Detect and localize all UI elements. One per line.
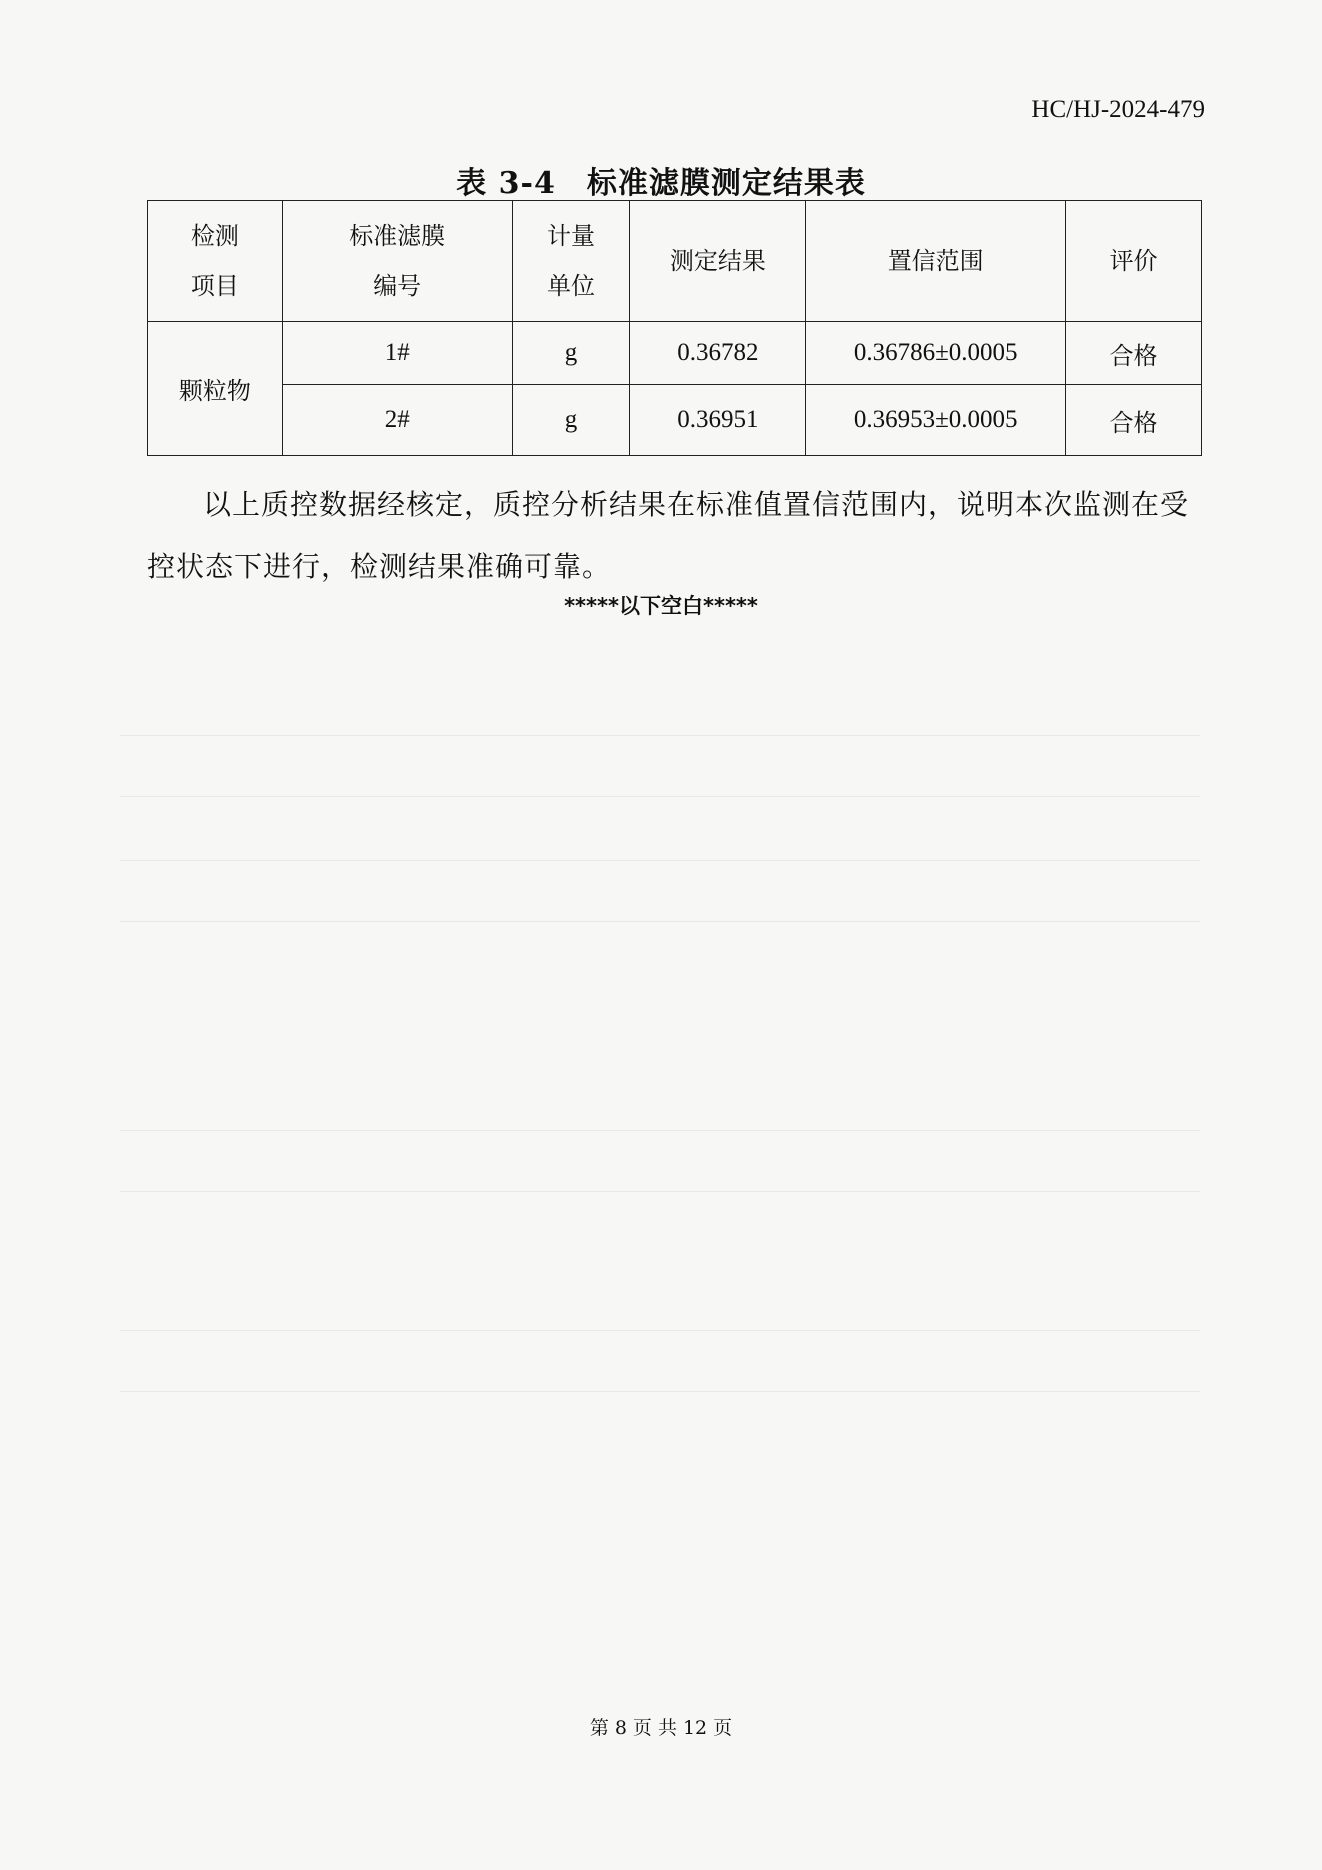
- document-number: HC/HJ-2024-479: [1031, 96, 1205, 123]
- conclusion-paragraph: 以上质控数据经核定，质控分析结果在标准值置信范围内，说明本次监测在受控状态下进行，检测结果准确可靠。: [147, 488, 1190, 583]
- filter-no-cell: 2#: [282, 385, 512, 456]
- header-result: 测定结果: [630, 201, 806, 322]
- range-cell: 0.36953±0.0005: [806, 385, 1066, 456]
- header-range: 置信范围: [806, 201, 1066, 322]
- bleed-through-shadow: [120, 735, 1200, 797]
- standard-filter-results-table: [147, 200, 1202, 456]
- page-footer: 第 8 页 共 12 页: [589, 1717, 733, 1739]
- range-cell: 0.36786±0.0005: [806, 322, 1066, 385]
- result-cell: 0.36951: [630, 385, 806, 456]
- table-title: 表 3-4 标准滤膜测定结果表: [456, 166, 866, 201]
- header-filter-no: 标准滤膜 编号: [282, 201, 512, 322]
- header-unit: 计量 单位: [512, 201, 630, 322]
- filter-no-cell: 1#: [282, 322, 512, 385]
- end-of-content-marker: *****以下空白*****: [564, 594, 758, 618]
- total-pages: 12: [682, 1717, 708, 1739]
- evaluation-cell: 合格: [1066, 385, 1202, 456]
- bleed-through-shadow: [120, 1330, 1200, 1392]
- bleed-through-shadow: [120, 860, 1200, 922]
- evaluation-cell: 合格: [1066, 322, 1202, 385]
- table-row: [148, 385, 1202, 456]
- unit-cell: g: [512, 385, 630, 456]
- bleed-through-shadow: [120, 1130, 1200, 1192]
- current-page: 8: [614, 1717, 627, 1739]
- result-cell: 0.36782: [630, 322, 806, 385]
- item-name-cell: 颗粒物: [148, 322, 283, 456]
- header-evaluation: 评价: [1066, 201, 1202, 322]
- unit-cell: g: [512, 322, 630, 385]
- header-item: 检测 项目: [148, 201, 283, 322]
- table-header-row: [148, 201, 1202, 322]
- table-row: [148, 322, 1202, 385]
